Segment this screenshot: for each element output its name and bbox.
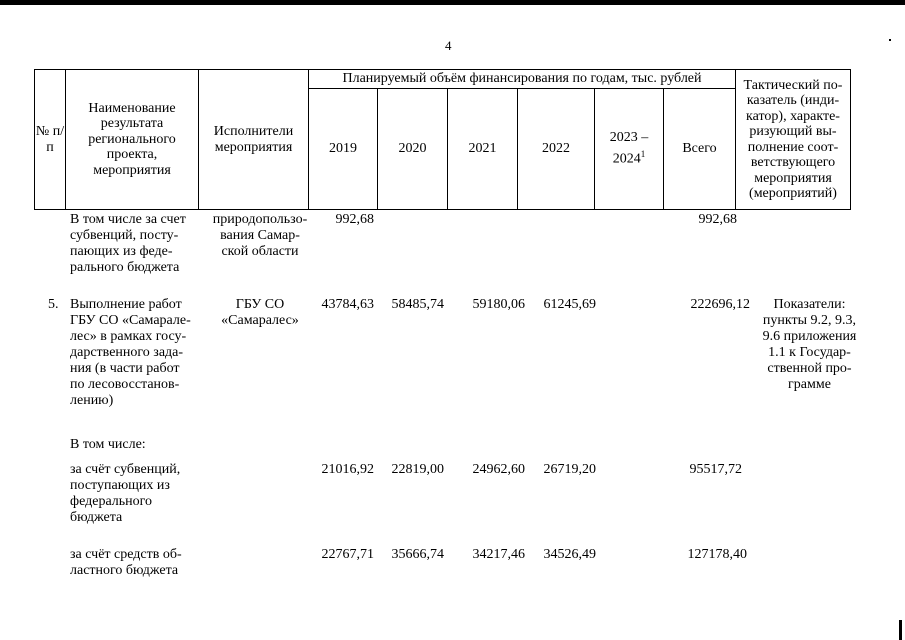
row-total: 127178,40	[687, 547, 747, 562]
row-name: за счёт субвенций, поступающих из федерального бюджета	[70, 462, 181, 525]
row-value-2021: 24962,60	[472, 462, 525, 477]
row-value-2019: 22767,71	[321, 547, 374, 562]
header-year-2023-2024: 2023 – 2024$^1$	[595, 89, 664, 210]
page-number: 4	[445, 38, 452, 53]
row-value-2020: 35666,74	[391, 547, 444, 562]
header-col-total: Всего	[664, 89, 736, 210]
row-total: 222696,12	[690, 297, 750, 312]
row-value-2022: 26719,20	[543, 462, 596, 477]
header-year-2022: 2022	[518, 89, 595, 210]
row-name: В том числе за счет субвенций, посту- пающих из феде- рального бюджета	[70, 212, 186, 275]
header-col-number: № п/п	[35, 70, 66, 210]
header-col-executors: Исполнители мероприятия	[199, 70, 309, 210]
header-year-2021: 2021	[448, 89, 518, 210]
header-col-indicator: Тактический по- казатель (инди- катор), характе- ризующий вы- полнение соот- ветствующего мероприятия (мероприятий)	[736, 70, 851, 210]
row-name: В том числе:	[70, 437, 146, 452]
row-value-2021: 34217,46	[472, 547, 525, 562]
row-value-2022: 61245,69	[543, 297, 596, 312]
row-value-2019: 21016,92	[321, 462, 374, 477]
row-value-2019: 992,68	[335, 212, 374, 227]
header-funding-group: Планируемый объём финансирования по годам, тыс. рублей	[309, 70, 736, 89]
row-name: Выполнение работ ГБУ СО «Самарале- лес» в рамках госу- дарственного зада- ния (в части работ по лесовосстанов- лению)	[70, 297, 191, 408]
row-executor: природопользо- вания Самар- ской области	[212, 212, 308, 259]
row-value-2020: 22819,00	[391, 462, 444, 477]
row-total: 95517,72	[689, 462, 742, 477]
row-value-2019: 43784,63	[321, 297, 374, 312]
row-name: за счёт средств об- ластного бюджета	[70, 547, 182, 578]
row-total: 992,68	[698, 212, 737, 227]
row-executor: ГБУ СО «Самаралес»	[221, 297, 299, 328]
row-indicator: Показатели: пункты 9.2, 9.3, 9.6 приложения 1.1 к Государ- ственной про- грамме	[762, 297, 857, 392]
page-top-border	[0, 0, 905, 5]
scan-speck	[889, 39, 891, 41]
header-col-name: Наименование результата регионального проекта, мероприятия	[66, 70, 199, 210]
row-value-2022: 34526,49	[543, 547, 596, 562]
row-value-2021: 59180,06	[472, 297, 525, 312]
row-value-2020: 58485,74	[391, 297, 444, 312]
header-year-2020: 2020	[378, 89, 448, 210]
scan-edge-mark	[899, 620, 902, 640]
row-number: 5.	[48, 297, 59, 312]
header-year-2019: 2019	[309, 89, 378, 210]
header-table	[34, 69, 851, 210]
